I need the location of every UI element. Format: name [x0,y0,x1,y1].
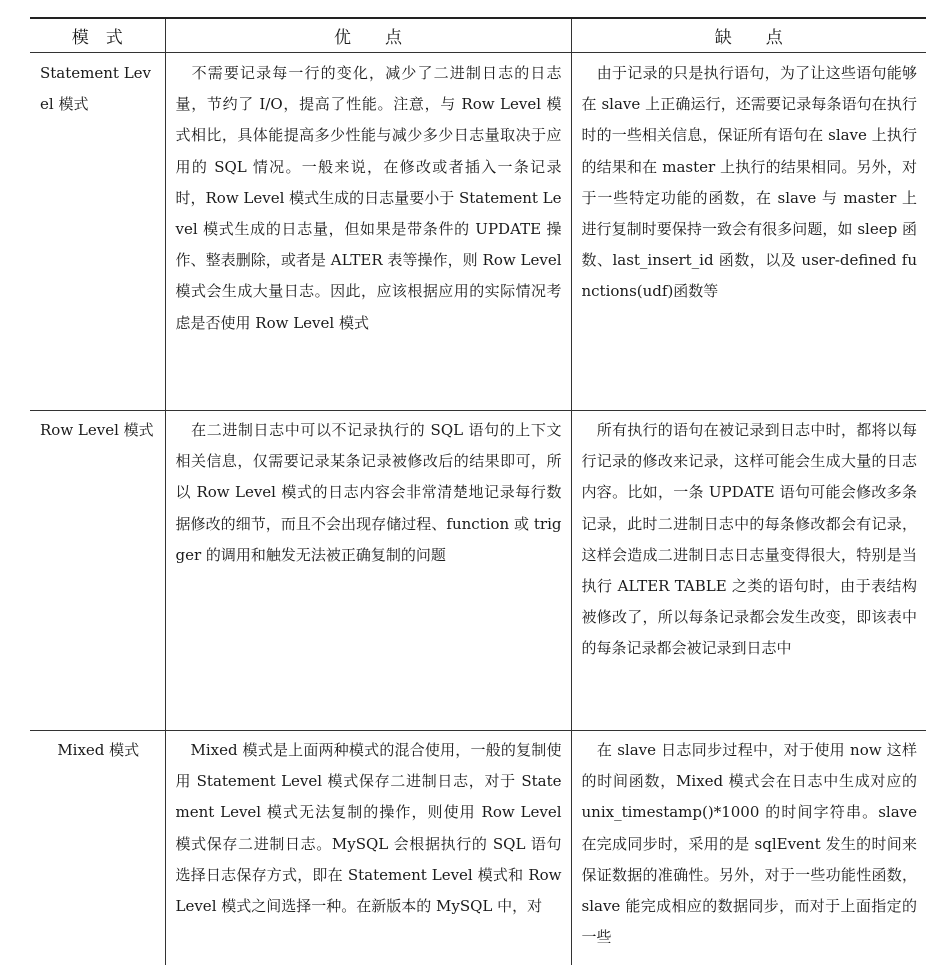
mode-cell [30,731,165,965]
table-row-row-level [30,411,926,731]
header-cons: 缺 点 [571,18,926,53]
pros-cell [165,53,571,411]
table-row-statement-level [30,53,926,411]
cons-text: 所有执行的语句在被记录到日志中时，都将以每行记录的修改来记录，这样可能会生成大量的日志内容。比如，一条 UPDATE 语句可能会修改多条记录，此时二进制日志中的每条修改都会有记录，这样会造成二进制日志日志量变得很大，特别是当执行 ALTER TABLE 之类的语句时，由于表结构被修改了，所以每条记录都会发生改变，即该表中的每条记录都会被记录到日志中 [582,421,918,657]
header-mode: 模 式 [30,18,165,53]
pros-text: 在二进制日志中可以不记录执行的 SQL 语句的上下文相关信息，仅需要记录某条记录被修改后的结果即可，所以 Row Level 模式的日志内容会非常清楚地记录每行数据修改的细节，而且不会出现存储过程、function 或 trigger 的调用和触发无法被正确复制的问题 [176,421,562,564]
header-pros: 优 点 [165,18,571,53]
table-row-mixed [30,731,926,965]
cons-cell [571,731,926,965]
pros-text: 不需要记录每一行的变化，减少了二进制日志的日志量，节约了 I/O，提高了性能。注意，与 Row Level 模式相比，具体能提高多少性能与减少多少日志量取决于应用的 SQL 情况。一般来说，在修改或者插入一条记录时，Row Level 模式生成的日志量要小于 Statement Level 模式生成的日志量，但如果是带条件的 UPDATE 操作、整表删除，或者是 ALTER 表等操作，则 Row Level 模式会生成大量日志。因此，应该根据应用的实际情况考虑是否使用 Row Level 模式 [176,64,562,332]
cons-cell [571,411,926,731]
table-header-row [30,18,926,53]
cons-text: 在 slave 日志同步过程中，对于使用 now 这样的时间函数，Mixed 模式会在日志中生成对应的 unix_timestamp()*1000 的时间字符串。slave 在完成同步时，采用的是 sqlEvent 发生的时间来保证数据的准确性。另外，对于一些功能性函数，slave 能完成相应的数据同步，而对于上面指定的一些 [582,741,918,946]
mode-cell [30,53,165,411]
mode-text: Mixed 模式 [57,741,139,759]
pros-cell [165,731,571,965]
pros-text: Mixed 模式是上面两种模式的混合使用，一般的复制使用 Statement Level 模式保存二进制日志，对于 Statement Level 模式无法复制的操作，则使用 Row Level 模式保存二进制日志。MySQL 会根据执行的 SQL 语句选择日志保存方式，即在 Statement Level 模式和 Row Level 模式之间选择一种。在新版本的 MySQL 中，对 [176,741,562,915]
mode-text: Statement Level 模式 [40,64,151,113]
mode-text: Row Level 模式 [40,421,154,439]
pros-cell [165,411,571,731]
cons-cell [571,53,926,411]
cons-text: 由于记录的只是执行语句，为了让这些语句能够在 slave 上正确运行，还需要记录每条语句在执行时的一些相关信息，保证所有语句在 slave 上执行的结果和在 master 上执行的结果相同。另外，对于一些特定功能的函数，在 slave 与 master 上进行复制时要保持一致会有很多问题，如 sleep 函数、last_insert_id 函数，以及 user-defined functions(udf)函数等 [582,64,918,300]
replication-mode-comparison-table [30,17,926,965]
mode-cell [30,411,165,731]
